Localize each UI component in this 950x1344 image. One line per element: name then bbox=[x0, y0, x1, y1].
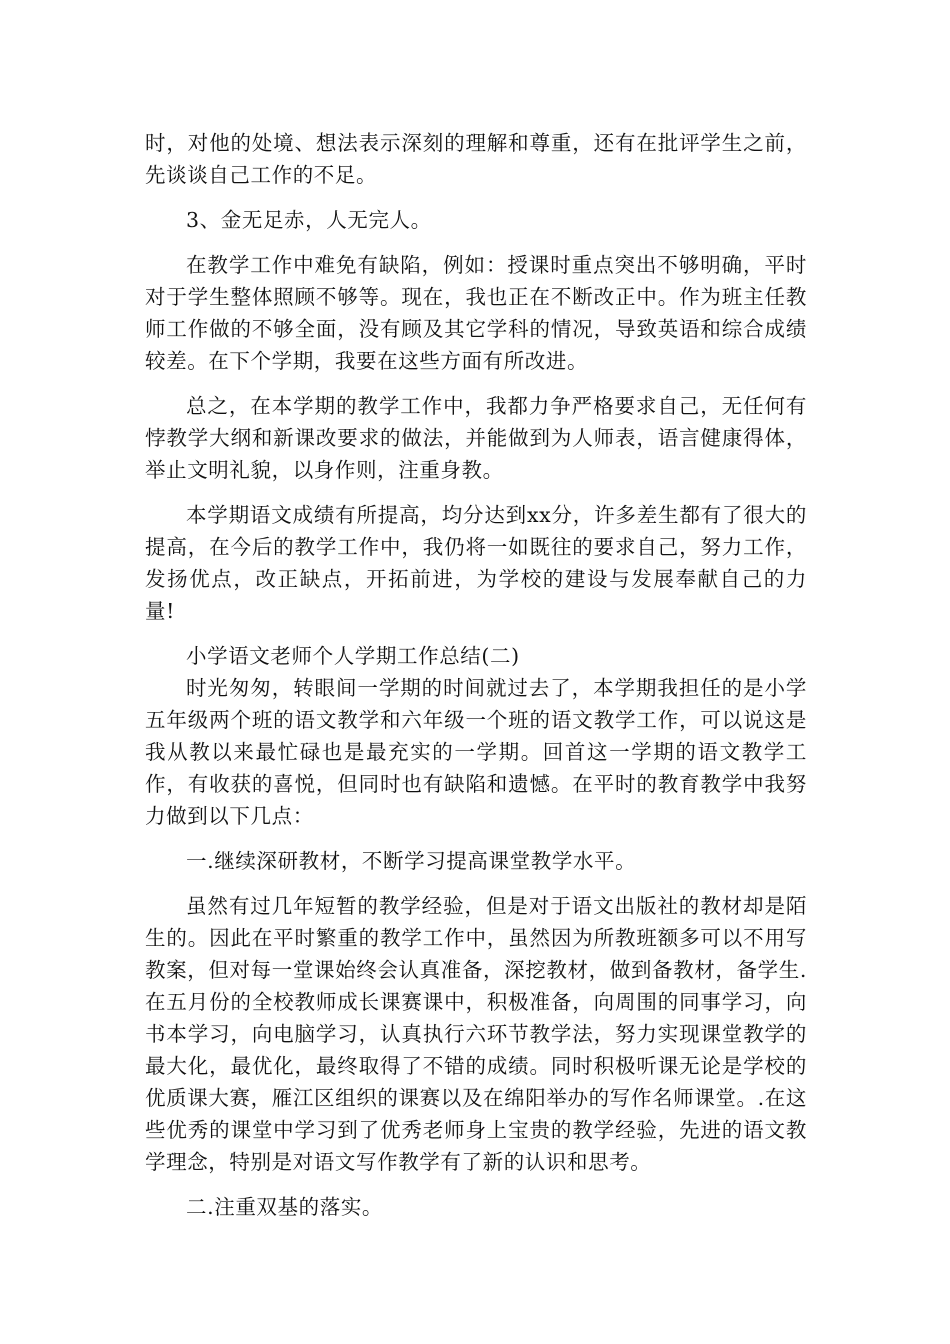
point-heading-2: 二.注重双基的落实。 bbox=[186, 1195, 384, 1219]
paragraph-textbook-study: 虽然有过几年短暂的教学经验，但是对于语文出版社的教材却是陌生的。因此在平时繁重的教学工作中，虽然因为所教班额多可以不用写教案，但对每一堂课始终会认真准备，深挖教材，做到备教材，备学生.在五月份的全校教师成长课赛课中，积极准备，向周围的同事学习，向书本学习，向电脑学习，认真执行六环节教学法，努力实现课堂教学的最大化，最优化，最终取得了不错的成绩。同时积极听课无论是学校的优质课大赛，雁江区组织的课赛以及在绵阳举办的写作名师课堂。.在这些优秀的课堂中学习到了优秀老师身上宝贵的教学经验，先进的语文教学理念，特别是对语文写作教学有了新的认识和思考。 bbox=[145, 894, 807, 1174]
section-title: 小学语文老师个人学期工作总结(二) bbox=[186, 644, 520, 668]
paragraph-continuation: 时，对他的处境、想法表示深刻的理解和尊重，还有在批评学生之前，先谈谈自己工作的不足。 bbox=[145, 131, 807, 187]
point-heading-1: 一.继续深研教材，不断学习提高课堂教学水平。 bbox=[186, 849, 637, 873]
document-body bbox=[145, 127, 807, 1223]
point-heading-3: 3、金无足赤，人无完人。 bbox=[186, 208, 432, 232]
paragraph-results: 本学期语文成绩有所提高，均分达到xx分，许多差生都有了很大的提高，在今后的教学工作中，我仍将一如既往的要求自己，努力工作，发扬优点，改正缺点，开拓前进，为学校的建设与发展奉献自己的力量! bbox=[145, 503, 807, 623]
paragraph-shortcomings: 在教学工作中难免有缺陷，例如：授课时重点突出不够明确，平时对于学生整体照顾不够等。现在，我也正在不断改正中。作为班主任教师工作做的不够全面，没有顾及其它学科的情况，导致英语和综合成绩较差。在下个学期，我要在这些方面有所改进。 bbox=[145, 253, 807, 373]
paragraph-summary: 总之，在本学期的教学工作中，我都力争严格要求自己，无任何有悖教学大纲和新课改要求的做法，并能做到为人师表，语言健康得体，举止文明礼貌，以身作则，注重身教。 bbox=[145, 394, 807, 482]
paragraph-intro: 时光匆匆，转眼间一学期的时间就过去了，本学期我担任的是小学五年级两个班的语文教学和六年级一个班的语文教学工作，可以说这是我从教以来最忙碌也是最充实的一学期。回首这一学期的语文教学工作，有收获的喜悦，但同时也有缺陷和遗憾。在平时的教育教学中我努力做到以下几点： bbox=[145, 676, 807, 828]
